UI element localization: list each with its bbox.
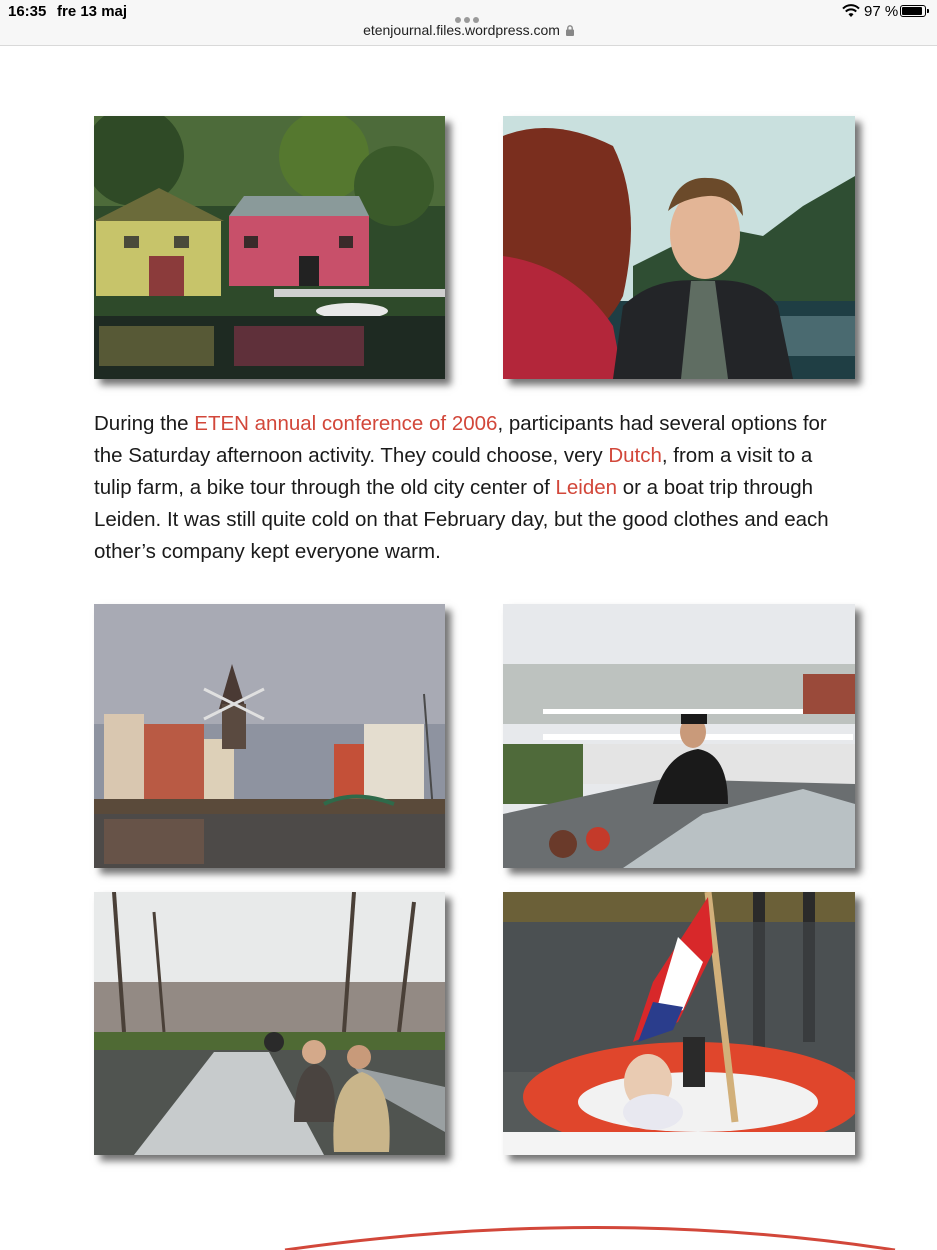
article-paragraph <box>94 408 854 568</box>
status-time: 16:35 <box>8 3 47 20</box>
url-text: etenjournal.files.wordpress.com <box>363 22 560 38</box>
article-text-3: , from a visit to a tulip farm, a bike tour through the old city center of <box>94 444 813 499</box>
decorative-curve <box>0 1200 937 1250</box>
address-bar[interactable] <box>0 22 937 38</box>
status-bar <box>0 0 937 46</box>
link-leiden[interactable]: Leiden <box>555 476 618 499</box>
battery-icon <box>900 5 926 17</box>
battery-percentage: 97 % <box>864 3 899 20</box>
article-text-2: , participants had several options for the Saturday afternoon activity. They could choose, very <box>94 412 827 467</box>
lock-icon <box>566 25 574 36</box>
wifi-icon <box>842 4 860 18</box>
article-text-4: or a boat trip through Leiden. It was still quite cold on that February day, but the good clothes and each other’s company kept everyone warm. <box>94 476 829 563</box>
photo-man-on-boat[interactable] <box>503 604 855 868</box>
article-text-1: During the <box>94 412 195 435</box>
photo-windmill-canal[interactable] <box>94 604 445 868</box>
link-eten-conference-2006[interactable]: ETEN annual conference of 2006 <box>194 412 498 435</box>
status-date: fre 13 maj <box>57 3 128 20</box>
photo-boathouses[interactable] <box>94 116 445 379</box>
photo-canal-boat-people[interactable] <box>94 892 445 1155</box>
link-dutch[interactable]: Dutch <box>608 444 662 467</box>
photo-dutch-flag-lifebuoy[interactable] <box>503 892 855 1155</box>
multitasking-dots-icon[interactable] <box>455 10 483 18</box>
photo-man-smiling[interactable] <box>503 116 855 379</box>
